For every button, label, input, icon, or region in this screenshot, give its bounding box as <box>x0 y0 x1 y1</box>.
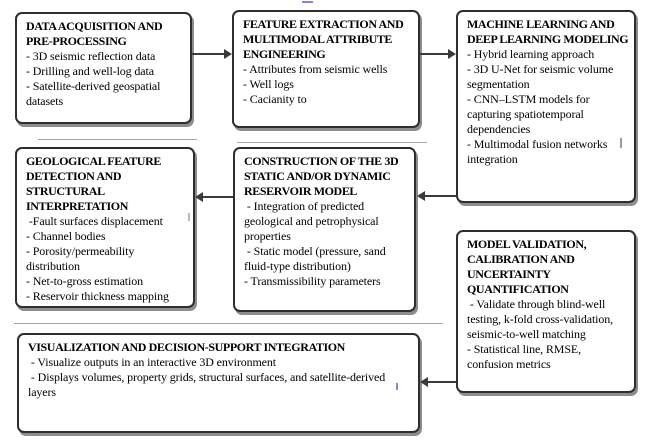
arrow-validation-to-visualization-head-icon <box>420 377 428 387</box>
list-item: - Transmissibility parameters <box>244 274 381 288</box>
arrow-feature-to-ml-head-icon <box>448 49 456 59</box>
flow-box-visualization <box>17 333 420 433</box>
box-item-list <box>26 214 188 304</box>
box-title: MACHINE LEARNING AND DEEP LEARNING MODELING <box>467 17 629 46</box>
flow-box-feature-extraction <box>232 10 420 128</box>
arrow-reservoir-to-geological-head-icon <box>195 192 203 202</box>
flow-box-ml-dl-modeling <box>456 10 636 203</box>
list-item: - Channel bodies <box>26 229 106 243</box>
box-item-list <box>467 297 629 372</box>
gray-tick-artifact <box>188 213 190 221</box>
list-item: - Visualize outputs in an interactive 3D environment <box>28 355 276 369</box>
box-title: GEOLOGICAL FEATURE DETECTION AND STRUCTURAL INTERPRETATION <box>26 154 164 213</box>
flow-box-geological-feature-detection <box>15 147 195 308</box>
list-item: - CNN–LSTM models for capturing spatiotemporal dependencies <box>467 92 593 136</box>
list-item: - Multimodal fusion networks integration <box>467 137 611 166</box>
flow-box-model-validation <box>456 230 636 393</box>
list-item: - Integration of predicted geological and petrophysical properties <box>244 199 382 243</box>
box-title: FEATURE EXTRACTION AND MULTIMODAL ATTRIBUTE ENGINEERING <box>243 17 406 61</box>
list-item: - Satellite-derived geospatial datasets <box>26 79 164 108</box>
list-item: - Displays volumes, property grids, structural surfaces, and satellite-derived layers <box>28 370 388 399</box>
row2-shadow-line-right <box>237 142 427 143</box>
list-item: - Net-to-gross estimation <box>26 274 143 288</box>
list-item: - Porosity/permeability distribution <box>26 244 138 273</box>
box-item-list <box>244 199 414 289</box>
list-item: - Well logs <box>243 77 294 91</box>
box-title: CONSTRUCTION OF THE 3D STATIC AND/OR DYNAMIC RESERVOIR MODEL <box>244 154 401 198</box>
flow-box-data-acquisition <box>15 12 192 124</box>
arrow-dataacq-to-feature-head-icon <box>224 49 232 59</box>
box-title: DATA ACQUISITION AND PRE-PROCESSING <box>26 19 165 48</box>
box-title: VISUALIZATION AND DECISION-SUPPORT INTEGRATION <box>28 340 345 354</box>
box-item-list <box>28 355 413 400</box>
arrow-ml-to-reservoir-head-icon <box>417 191 425 201</box>
arrow-reservoir-to-geological-line <box>202 196 233 198</box>
list-item: - 3D U-Net for seismic volume segmentation <box>467 62 617 91</box>
arrow-validation-to-visualization-line <box>427 381 456 383</box>
box-title: MODEL VALIDATION, CALIBRATION AND UNCERTAINTY QUANTIFICATION <box>467 237 589 296</box>
list-item: - Attributes from seismic wells <box>243 62 388 76</box>
arrow-feature-to-ml-line <box>420 53 449 55</box>
arrow-dataacq-to-feature-line <box>192 53 225 55</box>
cursor-bar-artifact <box>620 138 622 148</box>
list-item: - Cacianity to <box>243 92 307 106</box>
blue-dash-artifact-top <box>302 1 313 3</box>
list-item: - Reservoir thickness mapping <box>26 289 169 303</box>
blue-dash-artifact-left <box>396 383 398 390</box>
box-item-list <box>467 47 629 167</box>
flow-box-reservoir-model-construction <box>233 147 416 312</box>
arrow-ml-to-reservoir-line <box>424 195 456 197</box>
list-item: - Hybrid learning approach <box>467 47 595 61</box>
box-item-list <box>243 62 413 107</box>
list-item: - 3D seismic reflection data <box>26 49 156 63</box>
box-item-list <box>26 49 185 109</box>
row3-shadow-line <box>14 323 443 324</box>
list-item: - Validate through blind-well testing, k-fold cross-validation, seismic-to-well matching <box>467 297 616 341</box>
list-item: -Fault surfaces displacement <box>26 214 163 228</box>
row2-shadow-line-left <box>38 139 197 140</box>
list-item: - Static model (pressure, sand fluid-type distribution) <box>244 244 389 273</box>
list-item: - Drilling and well-log data <box>26 64 154 78</box>
list-item: - Statistical line, RMSE, confusion metrics <box>467 342 584 371</box>
